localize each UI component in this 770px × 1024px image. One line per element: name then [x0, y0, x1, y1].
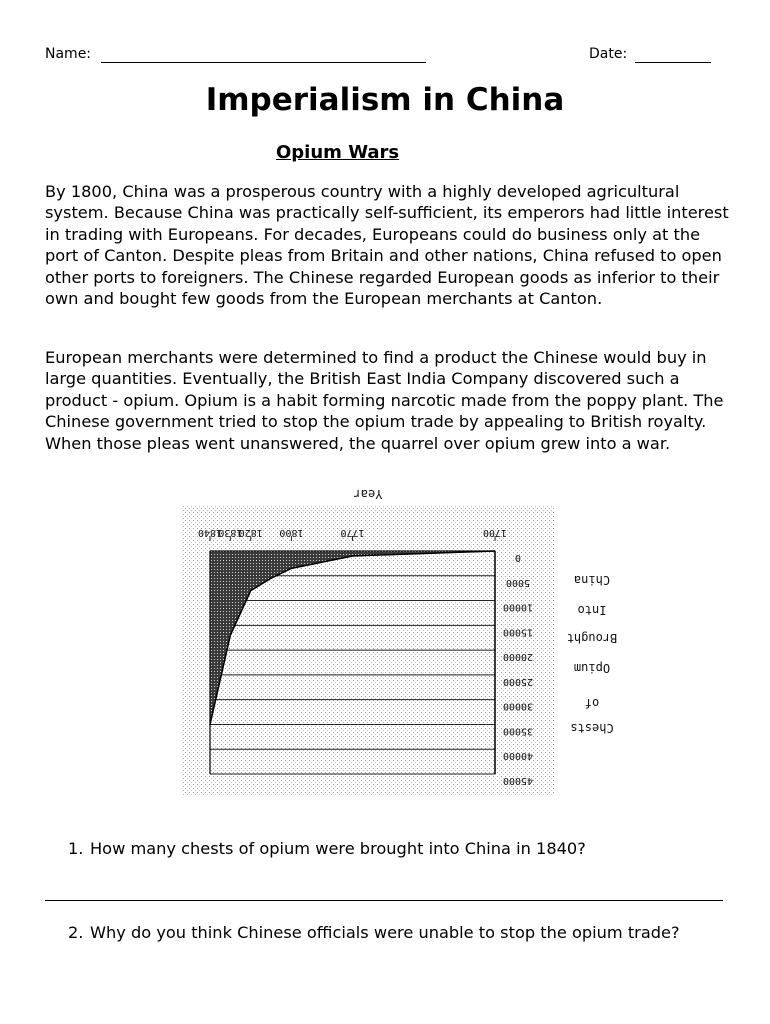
y-tick-label-0: 0 — [514, 552, 522, 563]
y-tick-label-30000: 30000 — [502, 700, 534, 712]
y-tick-label-10000: 10000 — [502, 601, 534, 613]
x-tick-label-1840: 1840 — [197, 527, 223, 538]
answer-line-1 — [45, 900, 723, 901]
section-subtitle: Opium Wars — [276, 142, 400, 163]
y-axis-title-word-5: Into — [577, 603, 607, 617]
x-tick-label-1700: 1700 — [482, 527, 508, 538]
paragraph-2: European merchants were determined to find a product the Chinese would buy in large quantities. Eventually, the British East India Company discovered such a product - opium. Opium is a habit forming narcotic made from the poppy plant. The Chinese government tried to stop the opium trade by appealing to British royalty. When those pleas went unanswered, the quarrel over opium grew into a war. — [45, 348, 724, 453]
y-axis-title-word-2: of — [584, 696, 600, 710]
date-blank-line — [635, 62, 711, 63]
header-row — [45, 46, 712, 68]
y-axis-title-word-6: China — [573, 573, 611, 587]
x-axis-title: Year — [353, 487, 383, 501]
y-tick-label-5000: 5000 — [505, 576, 531, 588]
chart-background-grain — [182, 506, 554, 796]
paragraph-1: By 1800, China was a prosperous country with a highly developed agricultural system. Because China was practically self-sufficient, its emperors had little interest in trading with Europeans. For decades, Europeans could do business only at the port of Canton. Despite pleas from Britain and other nations, China refused to open other ports to foreigners. The Chinese regarded European goods as inferior to their own and bought few goods from the European merchants at Canton. — [45, 182, 729, 309]
y-tick-label-15000: 15000 — [502, 626, 534, 638]
y-tick-label-25000: 25000 — [502, 675, 534, 687]
opium-chart — [180, 484, 620, 799]
worksheet-title: Imperialism in China — [205, 82, 565, 118]
y-tick-label-20000: 20000 — [502, 651, 534, 663]
y-axis-title-word-3: Opium — [573, 661, 611, 675]
question-2-number: 2. — [68, 923, 84, 942]
x-tick-label-1800: 1800 — [279, 527, 304, 538]
x-tick-label-1770: 1770 — [340, 527, 365, 538]
y-axis-title-word-1: Chests — [570, 721, 614, 735]
name-label: Name: — [45, 46, 92, 62]
y-tick-label-40000: 40000 — [502, 750, 534, 762]
date-label: Date: — [589, 46, 628, 62]
y-tick-label-35000: 35000 — [502, 725, 534, 737]
y-tick-label-45000: 45000 — [502, 775, 534, 786]
x-tick-label-1820: 1820 — [238, 527, 263, 538]
y-axis-title-word-4: Brought — [566, 631, 618, 645]
question-2-text: Why do you think Chinese officials were unable to stop the opium trade? — [90, 923, 680, 942]
x-tick-label-1830: 1830 — [218, 527, 243, 538]
question-1-text: How many chests of opium were brought into China in 1840? — [90, 839, 586, 858]
question-1-number: 1. — [68, 839, 84, 858]
name-blank-line — [101, 62, 426, 63]
